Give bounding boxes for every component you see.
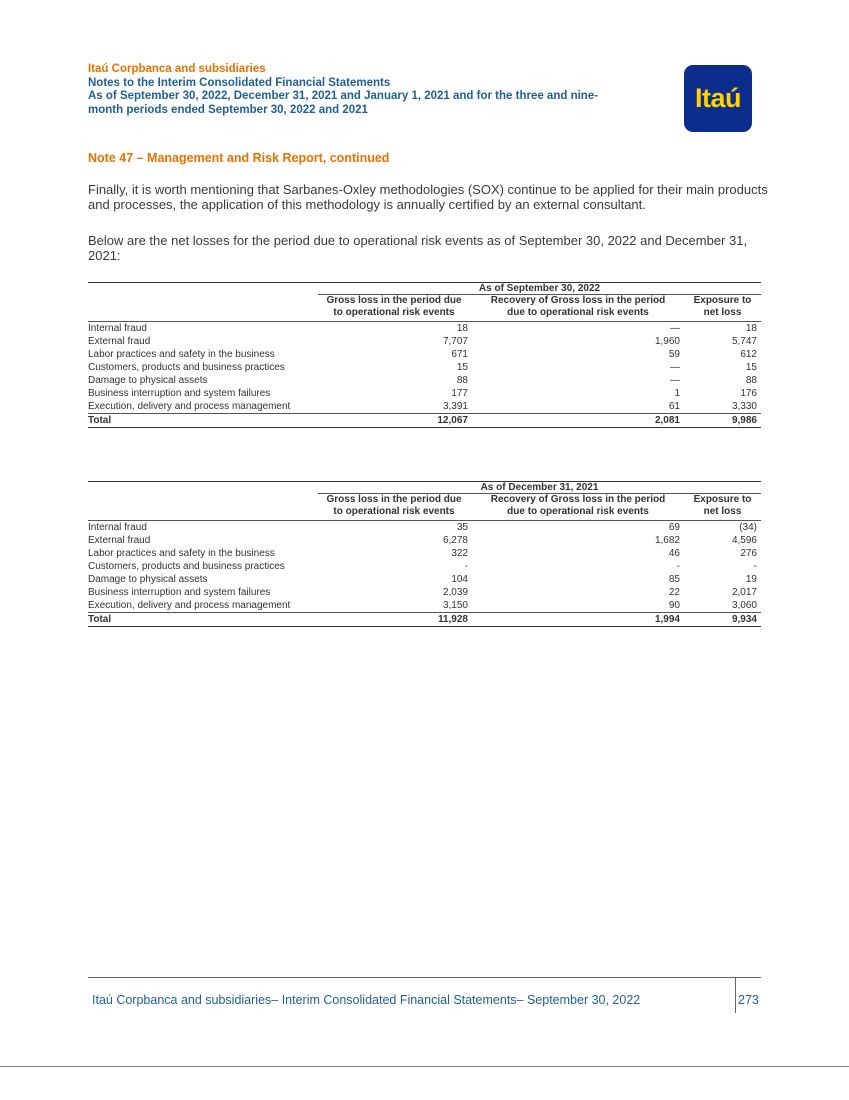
row-label: Execution, delivery and process management (88, 401, 291, 412)
row-exposure: 276 (740, 548, 757, 559)
note-title: Note 47 – Management and Risk Report, continued (88, 151, 390, 165)
row-exposure: 2,017 (731, 587, 757, 598)
row-recovery: 90 (668, 600, 680, 611)
row-gross: 15 (456, 362, 468, 373)
col-header-exposure: Exposure to net loss (693, 494, 752, 517)
row-label: Customers, products and business practices (88, 561, 285, 572)
row-label: Labor practices and safety in the business (88, 548, 275, 559)
footer-divider (88, 977, 761, 978)
row-recovery: 85 (668, 574, 680, 585)
row-label: Customers, products and business practices (88, 362, 285, 373)
row-label: Internal fraud (88, 522, 147, 533)
row-gross: 104 (451, 574, 468, 585)
table-row (88, 322, 761, 335)
row-recovery: 61 (668, 401, 680, 412)
row-exposure: 88 (745, 375, 757, 386)
total-recovery: 1,994 (654, 614, 680, 625)
logo-text: Itaú (694, 83, 741, 113)
row-exposure: 19 (745, 574, 757, 585)
row-gross: 177 (451, 388, 468, 399)
row-exposure: 3,060 (731, 600, 757, 611)
row-recovery: 46 (668, 548, 680, 559)
row-recovery: 69 (668, 522, 680, 533)
row-gross: 322 (451, 548, 468, 559)
row-gross: 671 (451, 349, 468, 360)
col-header-gross: Gross loss in the period due to operational risk events (326, 295, 462, 318)
row-label: Damage to physical assets (88, 574, 208, 585)
row-exposure: - (753, 561, 757, 572)
header-period-line2: month periods ended September 30, 2022 and 2021 (88, 103, 368, 116)
row-exposure: 176 (740, 388, 757, 399)
table-row (88, 573, 761, 586)
table-header-row (88, 295, 761, 321)
page-number: 273 (738, 993, 759, 1007)
row-gross: - (464, 561, 468, 572)
row-recovery: 59 (668, 349, 680, 360)
row-recovery: 1,682 (654, 535, 680, 546)
total-exposure: 9,986 (731, 415, 757, 426)
row-gross: 3,150 (442, 600, 468, 611)
row-exposure: 4,596 (731, 535, 757, 546)
footer-text: Itaú Corpbanca and subsidiaries– Interim Consolidated Financial Statements– September 30, 2022 (92, 993, 641, 1007)
row-gross: 6,278 (442, 535, 468, 546)
total-recovery: 2,081 (654, 415, 680, 426)
row-label: External fraud (88, 336, 151, 347)
header-period-line1: As of September 30, 2022, December 31, 2021 and January 1, 2021 and for the three and nine- (88, 90, 599, 102)
row-recovery: 22 (668, 587, 680, 598)
total-gross: 11,928 (437, 614, 468, 625)
row-recovery: - (676, 561, 680, 572)
row-gross: 2,039 (442, 587, 468, 598)
paragraph-intro: Below are the net losses for the period due to operational risk events as of September 30, 2022 and December 31, 2021: (88, 233, 748, 263)
table-header-row (88, 494, 761, 520)
col-header-gross: Gross loss in the period due to operational risk events (326, 494, 462, 517)
loss-table-sep-2022 (88, 282, 761, 428)
row-recovery: 1 (674, 388, 680, 399)
col-header-recovery: Recovery of Gross loss in the period due to operational risk events (490, 295, 666, 318)
row-recovery: — (670, 362, 680, 373)
total-exposure: 9,934 (731, 614, 757, 625)
header-company: Itaú Corpbanca and subsidiaries (88, 63, 266, 75)
col-header-recovery: Recovery of Gross loss in the period due to operational risk events (490, 494, 666, 517)
header-notes-title: Notes to the Interim Consolidated Financial Statements (88, 76, 391, 89)
table-row (88, 335, 761, 348)
row-exposure: 612 (740, 349, 757, 360)
table-row (88, 534, 761, 547)
row-recovery: 1,960 (654, 336, 680, 347)
table-row (88, 400, 761, 413)
table-body (88, 321, 761, 413)
table-row (88, 560, 761, 573)
total-label: Total (88, 614, 112, 625)
row-gross: 18 (456, 323, 468, 334)
table-body (88, 520, 761, 612)
loss-table-dec-2021 (88, 481, 761, 627)
paragraph-sox: Finally, it is worth mentioning that Sarbanes-Oxley methodologies (SOX) continue to be applied for their main products and processes, the application of this methodology is annually certified by an external consultant. (88, 182, 768, 212)
page-bottom-rule (0, 1066, 849, 1067)
row-exposure: 3,330 (731, 401, 757, 412)
row-gross: 35 (456, 522, 468, 533)
row-label: External fraud (88, 535, 151, 546)
col-header-exposure: Exposure to net loss (693, 295, 752, 318)
row-exposure: 18 (745, 323, 757, 334)
row-label: Labor practices and safety in the business (88, 349, 275, 360)
row-gross: 3,391 (442, 401, 468, 412)
table-period-label: As of December 31, 2021 (318, 482, 761, 494)
row-recovery: — (670, 323, 680, 334)
row-gross: 7,707 (442, 336, 468, 347)
table-row (88, 586, 761, 599)
total-label: Total (88, 415, 112, 426)
itau-logo (684, 65, 752, 132)
footer-page-separator (735, 977, 736, 1013)
table-row (88, 374, 761, 387)
row-exposure: 5,747 (731, 336, 757, 347)
table-total-row (88, 413, 761, 428)
row-label: Execution, delivery and process management (88, 600, 291, 611)
table-row (88, 547, 761, 560)
row-label: Business interruption and system failures (88, 587, 271, 598)
table-total-row (88, 612, 761, 627)
row-exposure: (34) (739, 522, 757, 533)
row-label: Damage to physical assets (88, 375, 208, 386)
row-recovery: — (670, 375, 680, 386)
row-gross: 88 (456, 375, 468, 386)
row-exposure: 15 (745, 362, 757, 373)
table-row (88, 387, 761, 400)
table-row (88, 599, 761, 612)
table-row (88, 361, 761, 374)
row-label: Internal fraud (88, 323, 147, 334)
document-header (88, 63, 668, 117)
total-gross: 12,067 (437, 415, 468, 426)
table-row (88, 521, 761, 534)
row-label: Business interruption and system failures (88, 388, 271, 399)
table-period-label: As of September 30, 2022 (318, 283, 761, 295)
table-row (88, 348, 761, 361)
